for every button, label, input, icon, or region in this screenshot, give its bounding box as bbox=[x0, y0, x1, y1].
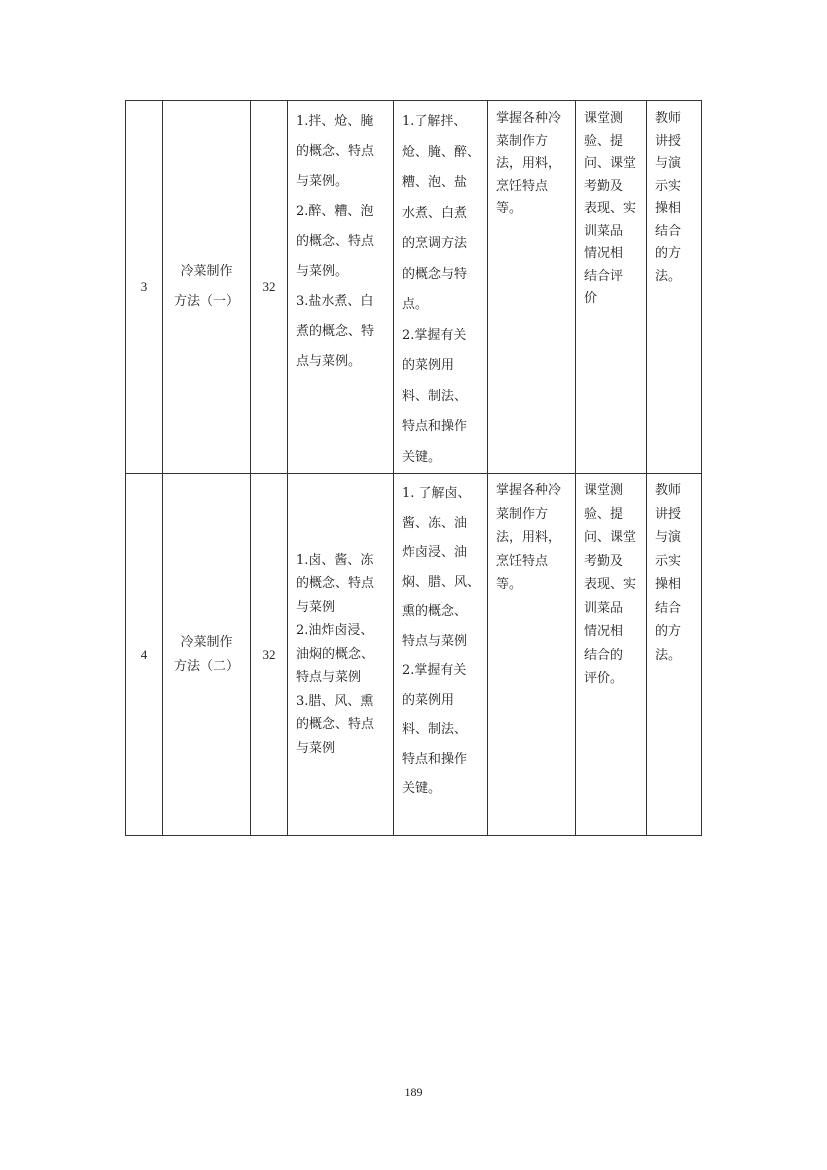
unit-name-cell bbox=[163, 474, 251, 836]
objectives-cell bbox=[394, 474, 488, 836]
unit-number: 3 bbox=[140, 279, 148, 294]
table-row bbox=[126, 474, 702, 836]
syllabus-table bbox=[125, 100, 702, 836]
requirements-text: 掌握各种冷 菜制作方 法，用料， 烹饪特点 等。 bbox=[496, 483, 562, 592]
hours: 32 bbox=[262, 279, 276, 294]
requirements-cell bbox=[488, 101, 576, 474]
table-row bbox=[126, 101, 702, 474]
page-number: 189 bbox=[404, 1085, 423, 1099]
unit-name: 冷菜制作 方法（二） bbox=[173, 634, 239, 674]
content-cell bbox=[288, 474, 394, 836]
teaching-method-cell bbox=[647, 474, 702, 836]
teaching-method-cell bbox=[647, 101, 702, 474]
hours-cell bbox=[251, 101, 288, 474]
requirements-text: 掌握各种冷 菜制作方 法，用料， 烹饪特点 等。 bbox=[496, 111, 562, 216]
objectives-text: 1. 了解卤、 酱、冻、油 炸卤浸、油 焖、腊、风、 熏的概念、 特点与菜例 2.掌握有关 的菜例用 料、制法、 特点和操作 关键。 bbox=[402, 486, 481, 796]
unit-name-cell bbox=[163, 101, 251, 474]
unit-name: 冷菜制作 方法（一） bbox=[173, 264, 239, 309]
hours: 32 bbox=[262, 646, 276, 662]
unit-number-cell bbox=[126, 474, 163, 836]
teaching-method-text: 教师 讲授 与演 示实 操相 结合 的方 法。 bbox=[655, 111, 682, 284]
unit-number-cell bbox=[126, 101, 163, 474]
objectives-cell bbox=[394, 101, 488, 474]
assessment-cell bbox=[576, 101, 647, 474]
requirements-cell bbox=[488, 474, 576, 836]
assessment-text: 课堂测 验、提 问、课堂 考勤及 表现、实 训菜品 情况相 结合的 评价。 bbox=[584, 483, 637, 686]
teaching-method-text: 教师 讲授 与演 示实 操相 结合 的方 法。 bbox=[655, 483, 682, 663]
objectives-text: 1.了解拌、 炝、腌、醉、 糟、泡、盐 水煮、白煮 的烹调方法 的概念与特 点。 2.掌握有关 的菜例用 料、制法、 特点和操作 关键。 bbox=[402, 114, 481, 465]
hours-cell bbox=[251, 474, 288, 836]
assessment-text: 课堂测 验、提 问、课堂 考勤及 表现、实 训菜品 情况相 结合评 价 bbox=[584, 111, 637, 306]
content-text: 1.拌、炝、腌 的概念、特点 与菜例。 2.醉、糟、泡 的概念、特点 与菜例。 3.盐水煮、白 煮的概念、特 点与菜例。 bbox=[296, 114, 375, 369]
content-cell bbox=[288, 101, 394, 474]
unit-number: 4 bbox=[140, 646, 148, 662]
content-text: 1.卤、酱、冻 的概念、特点 与菜例 2.油炸卤浸、 油焖的概念、 特点与菜例 3.腊、风、熏 的概念、特点 与菜例 bbox=[296, 552, 375, 756]
assessment-cell bbox=[576, 474, 647, 836]
